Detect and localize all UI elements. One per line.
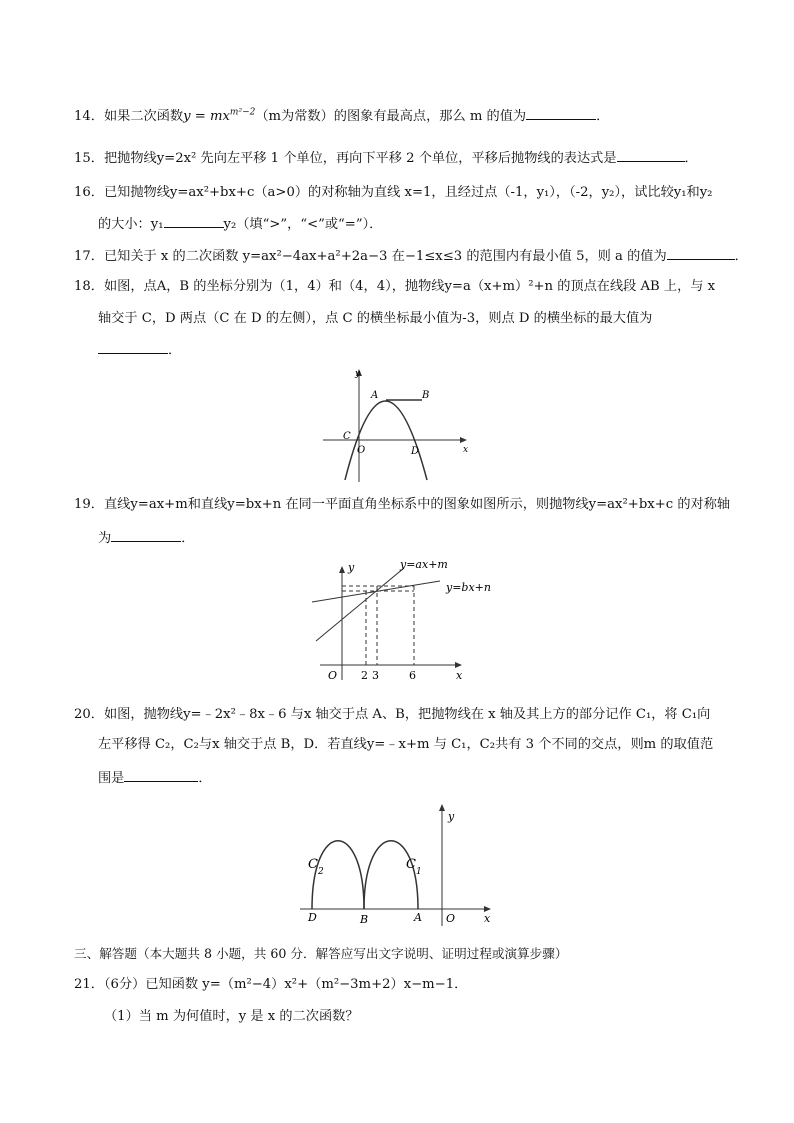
question-19-line2 (98, 528, 194, 548)
q21-text: （6分）已知函数 y=（m²−4）x²+（m²−3m+2）x−m−1． (103, 977, 468, 992)
q17-text: 已知关于 x 的二次函数 y=ax²−4ax+a²+2a−3 在−1≤x≤3 的范围内有最小值 5，则 a 的值为 (103, 249, 667, 264)
q15-end: ． (684, 151, 698, 166)
q15-answer-blank[interactable] (617, 148, 685, 162)
q14-exponent: m²−2 (229, 107, 256, 118)
q19-y-label: y (348, 561, 355, 574)
q18-line1: 如图，点A，B 的坐标分别为（1，4）和（4，4），抛物线y=a（x+m）²+n 的顶点在线段 AB 上，与 x (103, 279, 716, 294)
q14-answer-blank[interactable] (526, 106, 596, 120)
q17-number: 17． (74, 249, 104, 264)
question-20-line2 (98, 736, 713, 754)
q18-figure (315, 362, 475, 484)
q20-point-b: B (360, 913, 369, 926)
q21-sub1: （1）当 m 为何值时，y 是 x 的二次函数？ (104, 1009, 359, 1024)
question-21-part1 (104, 1008, 359, 1026)
q21-number: 21． (74, 977, 104, 992)
q19-tick-2: 2 (361, 669, 368, 682)
q19-origin: O (328, 669, 338, 682)
q20-origin: O (446, 912, 456, 925)
question-20-line3 (98, 768, 212, 788)
question-18-line1 (74, 278, 715, 296)
q19-line1: 直线y=ax+m和直线y=bx+n 在同一平面直角坐标系中的图象如图所示，则抛物线y=ax²+bx+c 的对称轴 (103, 497, 731, 512)
q18-point-d: D (411, 446, 420, 457)
question-20-line1 (74, 706, 710, 724)
question-21 (74, 976, 467, 994)
q18-line2: 轴交于 C，D 两点（C 在 D 的左侧），点 C 的横坐标最小值为-3，则点 D 的横坐标的最大值为 (98, 311, 653, 326)
q14-end: ． (596, 109, 610, 124)
q19-line-bx-n (312, 581, 440, 602)
q20-line3-pre: 围是 (98, 771, 125, 786)
q18-answer-blank[interactable] (98, 340, 168, 354)
q19-x-arrow (455, 662, 462, 668)
q18-point-a: A (371, 390, 379, 401)
q20-label-c1: C (406, 857, 416, 872)
q15-text: 把抛物线y=2x² 先向左平移 1 个单位，再向下平移 2 个单位，平移后抛物线的表达式是 (103, 151, 617, 166)
q19-answer-blank[interactable] (111, 528, 181, 542)
q18-point-c: C (343, 431, 351, 442)
q16-line2-mid: y₂（填“>”，“<”或“=”）． (223, 217, 383, 232)
q20-point-a: A (414, 911, 422, 924)
q19-label-l2: y=bx+n (446, 581, 491, 594)
q20-x-label: x (484, 912, 491, 925)
q18-y-label: y (355, 369, 361, 379)
q19-number: 19． (74, 497, 104, 512)
question-15 (74, 148, 698, 168)
question-17 (74, 246, 748, 266)
q19-label-l1: y=ax+m (400, 558, 448, 571)
section-3-title: 三、解答题（本大题共 8 小题，共 60 分．解答应写出文字说明、证明过程或演算步骤） (74, 946, 568, 961)
q20-label-c2: C (308, 857, 318, 872)
q14-pre: 如果二次函数 (103, 109, 184, 124)
q14-post: （m为常数）的图象有最高点，那么 m 的值为 (255, 109, 527, 124)
q19-y-arrow (339, 566, 345, 573)
q20-y-arrow (439, 804, 445, 811)
question-18-line3 (98, 340, 181, 360)
q20-line1: 如图，抛物线y=﹣2x²﹣8x﹣6 与x 轴交于点 A、B，把抛物线在 x 轴及其上方的部分记作 C₁，将 C₁向 (103, 707, 711, 722)
q18-point-b: B (422, 390, 430, 401)
q17-end: ． (734, 249, 748, 264)
q19-tick-3: 3 (372, 669, 379, 682)
q15-number: 15． (74, 151, 104, 166)
q19-figure (300, 555, 500, 685)
q18-x-label: x (463, 445, 469, 455)
q14-number: 14． (74, 109, 104, 124)
q20-answer-blank[interactable] (124, 768, 198, 782)
question-14 (74, 106, 609, 126)
q20-line2: 左平移得 C₂，C₂与x 轴交于点 B，D．若直线y=﹣x+m 与 C₁，C₂共有 3 个不同的交点，则m 的取值范 (98, 737, 714, 752)
q18-number: 18． (74, 279, 104, 294)
q20-label-c2-sub: 2 (318, 867, 324, 877)
q16-answer-blank[interactable] (164, 214, 224, 228)
question-18-line2 (98, 310, 652, 328)
question-19-line1 (74, 496, 730, 514)
q20-curve-c1 (364, 841, 418, 909)
question-16-line1 (74, 184, 712, 202)
q18-x-arrow (460, 437, 467, 443)
q14-formula: y = mx (183, 109, 230, 124)
q19-line2-pre: 为 (98, 531, 112, 546)
q18-end: ． (168, 343, 182, 358)
q20-label-c1-sub: 1 (416, 867, 422, 877)
q19-tick-6: 6 (409, 669, 416, 682)
q20-y-label: y (448, 810, 455, 823)
q16-number: 16． (74, 185, 104, 200)
q19-end: ． (181, 531, 195, 546)
q19-line-ax-m (316, 568, 404, 641)
q20-end: ． (198, 771, 212, 786)
q20-figure (296, 798, 506, 928)
q17-answer-blank[interactable] (667, 246, 735, 260)
q20-point-d: D (308, 911, 317, 924)
q18-origin: O (357, 445, 366, 456)
q20-number: 20． (74, 707, 104, 722)
question-16-line2 (98, 214, 382, 234)
q16-line2-pre: 的大小：y₁ (98, 217, 164, 232)
q19-x-label: x (456, 669, 463, 682)
q16-line1: 已知抛物线y=ax²+bx+c（a>0）的对称轴为直线 x=1，且经过点（-1，y₁），（-2，y₂），试比较y₁和y₂ (103, 185, 713, 200)
